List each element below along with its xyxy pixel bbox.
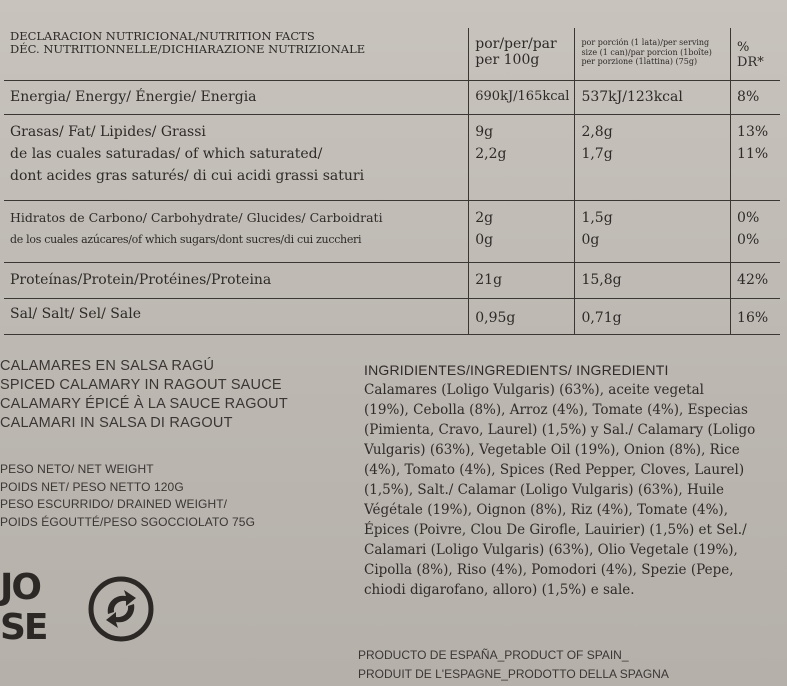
dr-header: % DR*: [731, 28, 780, 80]
protein-per100: 21g: [469, 262, 575, 298]
salt-label: Sal/ Salt/ Sel/ Sale: [4, 298, 469, 334]
ingredients-line: Calamares (Loligo Vulgaris) (63%), aceite vegetal: [364, 382, 704, 398]
carbs-per100-value: 2g: [475, 209, 494, 226]
fat-per100: [469, 114, 575, 200]
fat-labels: [4, 114, 469, 200]
net-weight-label: PESO NETO/ NET WEIGHT: [0, 462, 154, 476]
sugars-per100-value: 0g: [475, 231, 494, 248]
drained-weight-label: PESO ESCURRIDO/ DRAINED WEIGHT/: [0, 497, 228, 511]
origin-line1: PRODUCTO DE ESPAÑA_PRODUCT OF SPAIN_: [358, 648, 629, 662]
fat-label: Grasas/ Fat/ Lipides/ Grassi: [10, 123, 206, 140]
origin-line2: PRODUIT DE L'ESPAGNE_PRODOTTO DELLA SPAGNA: [358, 667, 669, 681]
energy-dr: 8%: [731, 80, 780, 114]
ingredients-line: chiodi digarofano, alloro) (1,5%) e sale.: [364, 582, 635, 598]
portion-header-line2: size (1 can)/par porcion (1boîte): [581, 47, 712, 57]
ingredients-line: Calamari (Loligo Vulgaris) (63%), Olio Vegetale (19%),: [364, 542, 738, 558]
salt-per100: 0,95g: [469, 298, 575, 334]
protein-portion: 15,8g: [575, 262, 731, 298]
carbs-portion-value: 1,5g: [581, 209, 613, 226]
salt-portion: 0,71g: [575, 298, 731, 334]
sugars-portion-value: 0g: [581, 231, 600, 248]
portion-header-line1: por porción (1 lata)/per serving: [581, 38, 710, 47]
protein-label: Proteínas/Protein/Protéines/Proteina: [4, 262, 469, 298]
fat-dr: [731, 114, 780, 200]
nutrition-row-protein: [4, 262, 780, 298]
nutrition-row-fat: [4, 114, 780, 200]
nutrition-header-row: [4, 28, 780, 80]
product-name-en: SPICED CALAMARY IN RAGOUT SAUCE: [0, 377, 282, 393]
product-name-es: CALAMARES EN SALSA RAGÚ: [0, 358, 215, 374]
nutrition-table: [4, 28, 780, 335]
fat-dr-value: 13%: [737, 123, 769, 140]
saturated-label: de las cuales saturadas/ of which saturated/: [10, 145, 323, 162]
ingredients-line: Vulgaris) (63%), Vegetable Oil (19%), Onion (8%), Rice: [364, 442, 740, 458]
brand-logo-fragment: [0, 568, 52, 656]
carbs-per100: [469, 200, 575, 262]
protein-dr: 42%: [731, 262, 780, 298]
saturated-portion-value: 1,7g: [581, 145, 613, 162]
energy-label: Energia/ Energy/ Énergie/ Energia: [4, 80, 469, 114]
carbs-dr: [731, 200, 780, 262]
ingredients-line: Épices (Poivre, Clou De Girofle, Lauirier) (1,5%) et Sel./: [364, 522, 747, 538]
weight-info: [0, 461, 345, 531]
ingredients-line: (4%), Tomato (4%), Spices (Red Pepper, Cloves, Laurel): [364, 462, 745, 478]
energy-per100: 690kJ/165kcal: [469, 80, 575, 114]
sugars-dr-value: 0%: [737, 231, 760, 248]
carbs-dr-value: 0%: [737, 209, 760, 226]
nutrition-title-line1: DECLARACION NUTRICIONAL/NUTRITION FACTS: [10, 29, 315, 43]
origin-info: [358, 646, 778, 684]
carbs-labels: [4, 200, 469, 262]
product-name-fr: CALAMARY ÉPICÉ À LA SAUCE RAGOUT: [0, 396, 288, 412]
per100-header: [469, 28, 575, 80]
ingredients-line: (1,5%), Salt./ Calamar (Loligo Vulgaris) (63%), Huile: [364, 482, 725, 498]
ingredients-line: (Pimienta, Cravo, Laurel) (1,5%) y Sal./ Calamary (Loligo: [364, 422, 756, 438]
nutrition-row-carbs: [4, 200, 780, 262]
portion-header-line3: per porzione (1lattina) (75g): [581, 57, 698, 66]
energy-portion: 537kJ/123kcal: [575, 80, 731, 114]
fat-per100-value: 9g: [475, 123, 494, 140]
saturated-label-cont: dont acides gras saturés/ di cui acidi grassi saturi: [10, 167, 365, 184]
fat-portion-value: 2,8g: [581, 123, 613, 140]
ingredients-line: Végétale (19%), Oignon (8%), Riz (4%), Tomate (4%),: [364, 502, 728, 518]
product-names: [0, 357, 345, 433]
carbs-portion: [575, 200, 731, 262]
ingredients-title: INGRIDIENTES/INGREDIENTS/ INGREDIENTI: [364, 362, 669, 378]
portion-header: [575, 28, 731, 80]
carbs-label: Hidratos de Carbono/ Carbohydrate/ Glucides/ Carboidrati: [10, 209, 383, 225]
net-weight-value: POIDS NET/ PESO NETTO 120G: [0, 479, 184, 494]
per100-header-line1: por/per/par: [475, 36, 557, 52]
logo-line2: SE: [0, 607, 47, 648]
saturated-dr-value: 11%: [737, 145, 769, 162]
sugars-label: de los cuales azúcares/of which sugars/dont sucres/di cui zuccheri: [10, 232, 362, 246]
drained-weight-value: POIDS ÉGOUTTÉ/PESO SGOCCIOLATO 75G: [0, 514, 256, 529]
nutrition-row-energy: [4, 80, 780, 114]
salt-dr: 16%: [731, 298, 780, 334]
ingredients-line: Cipolla (8%), Riso (4%), Pomodori (4%), Spezie (Pepe,: [364, 562, 734, 578]
recycle-arrow-icon: [86, 574, 156, 644]
ingredients-line: (19%), Cebolla (8%), Arroz (4%), Tomate (4%), Especias: [364, 402, 748, 418]
fat-portion: [575, 114, 731, 200]
logo-line1: JO: [0, 567, 40, 608]
per100-header-line2: per 100g: [475, 52, 540, 68]
nutrition-row-salt: [4, 298, 780, 334]
product-name-it: CALAMARI IN SALSA DI RAGOUT: [0, 415, 233, 431]
nutrition-title-line2: DÉC. NUTRITIONNELLE/DICHIARAZIONE NUTRIZIONALE: [10, 42, 366, 56]
ingredients-block: [364, 360, 782, 600]
saturated-per100-value: 2,2g: [475, 145, 507, 162]
nutrition-title: [4, 28, 469, 80]
